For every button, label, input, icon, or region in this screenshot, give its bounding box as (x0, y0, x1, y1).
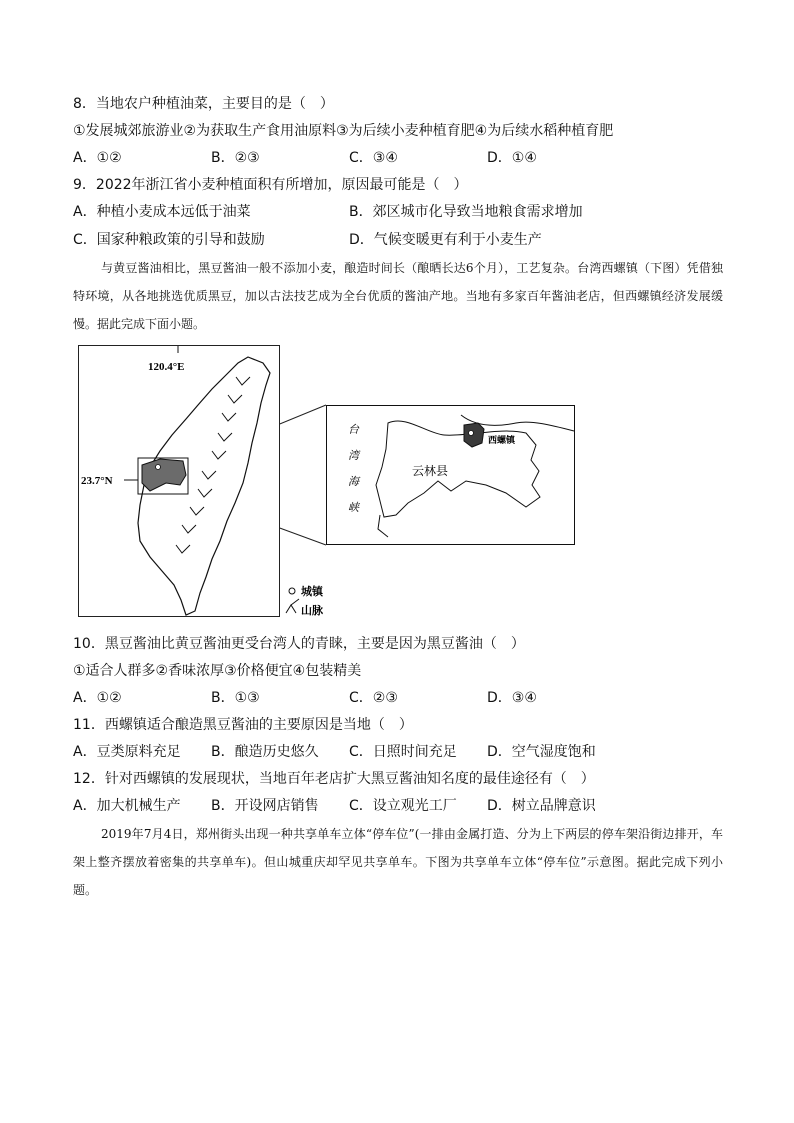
q10-option-c: C．②③ (349, 690, 398, 706)
q9-option-d: D．气候变暖更有利于小麦生产 (349, 232, 542, 248)
q12-option-a: A．加大机械生产 (73, 798, 181, 814)
q11-option-b: B．酿造历史悠久 (211, 744, 319, 760)
q11-stem: 11．西螺镇适合酿造黑豆酱油的主要原因是当地（ ） (73, 717, 413, 733)
q9-option-c: C．国家种粮政策的引导和鼓励 (73, 232, 265, 248)
passage-shared-bikes: 2019年7月4日，郑州街头出现一种共享单车立体“停车位”(一排由金属打造、分为上下两层的停车架沿街边排开，车架上整齐摆放着密集的共享单车)。但山城重庆却罕见共享单车。下图为共享单车立体“停车位”示意图。据此完成下列小题。 (73, 827, 723, 897)
longitude-label: 120.4°E (148, 361, 185, 373)
latitude-label: 23.7°N (81, 475, 113, 487)
q10-stem: 10．黑豆酱油比黄豆酱油更受台湾人的青睐，主要是因为黑豆酱油（ ） (73, 636, 525, 652)
q10-option-d: D．③④ (487, 690, 537, 706)
q10-option-b: B．①③ (211, 690, 260, 706)
taiwan-map-svg (78, 345, 280, 617)
q12-option-c: C．设立观光工厂 (349, 798, 457, 814)
map-legend (283, 583, 343, 617)
q8-stem: 8．当地农户种植油菜，主要目的是（ ） (73, 96, 334, 112)
yunlin-detail-svg (326, 405, 575, 545)
q11-option-c: C．日照时间充足 (349, 744, 457, 760)
strait-char-2: 湾 (348, 449, 359, 462)
q8-option-c: C．③④ (349, 150, 398, 166)
legend-town-label: 城镇 (301, 585, 323, 598)
q12-stem: 12．针对西螺镇的发展现状，当地百年老店扩大黑豆酱油知名度的最佳途径有（ ） (73, 771, 595, 787)
q10-choices: ①适合人群多②香味浓厚③价格便宜④包装精美 (73, 663, 362, 679)
passage-soy-sauce: 与黄豆酱油相比，黑豆酱油一般不添加小麦，酿造时间长（酿晒长达6个月），工艺复杂。台湾西螺镇（下图）凭借独特环境，从各地挑选优质黑豆，加以古法技艺成为全台优质的酱油产地。当地有多家百年酱油老店，但西螺镇经济发展缓慢。据此完成下面小题。 (73, 261, 723, 331)
xiluo-town-shape (464, 423, 484, 447)
q12-option-b: B．开设网店销售 (211, 798, 319, 814)
yunlin-detail-map (326, 405, 575, 545)
strait-char-3: 海 (348, 475, 359, 488)
legend-mountain-label: 山脉 (301, 604, 323, 617)
q8-choices: ①发展城郊旅游业②为获取生产食用油原料③为后续小麦种植育肥④为后续水稻种植育肥 (73, 123, 614, 139)
q9-option-b: B．郊区城市化导致当地粮食需求增加 (349, 204, 583, 220)
xiluo-town-dot (469, 431, 474, 436)
q9-stem: 9．2022年浙江省小麦种植面积有所增加，原因最可能是（ ） (73, 177, 468, 193)
xiluo-town-label: 西螺镇 (488, 436, 516, 446)
q12-option-d: D．树立品牌意识 (487, 798, 596, 814)
county-label: 云林县 (412, 464, 449, 478)
taiwan-map (78, 345, 280, 617)
town-dot (156, 465, 161, 470)
q8-option-b: B．②③ (211, 150, 260, 166)
q8-option-a: A．①② (73, 150, 122, 166)
strait-char-1: 台 (348, 423, 359, 436)
q8-option-d: D．①④ (487, 150, 537, 166)
q11-option-a: A．豆类原料充足 (73, 744, 181, 760)
legend-mountain-icon (286, 599, 299, 613)
q9-option-a: A．种植小麦成本远低于油菜 (73, 204, 251, 220)
q10-option-a: A．①② (73, 690, 122, 706)
legend-town-icon (289, 588, 295, 594)
strait-char-4: 峡 (348, 501, 359, 514)
q11-option-d: D．空气湿度饱和 (487, 744, 596, 760)
